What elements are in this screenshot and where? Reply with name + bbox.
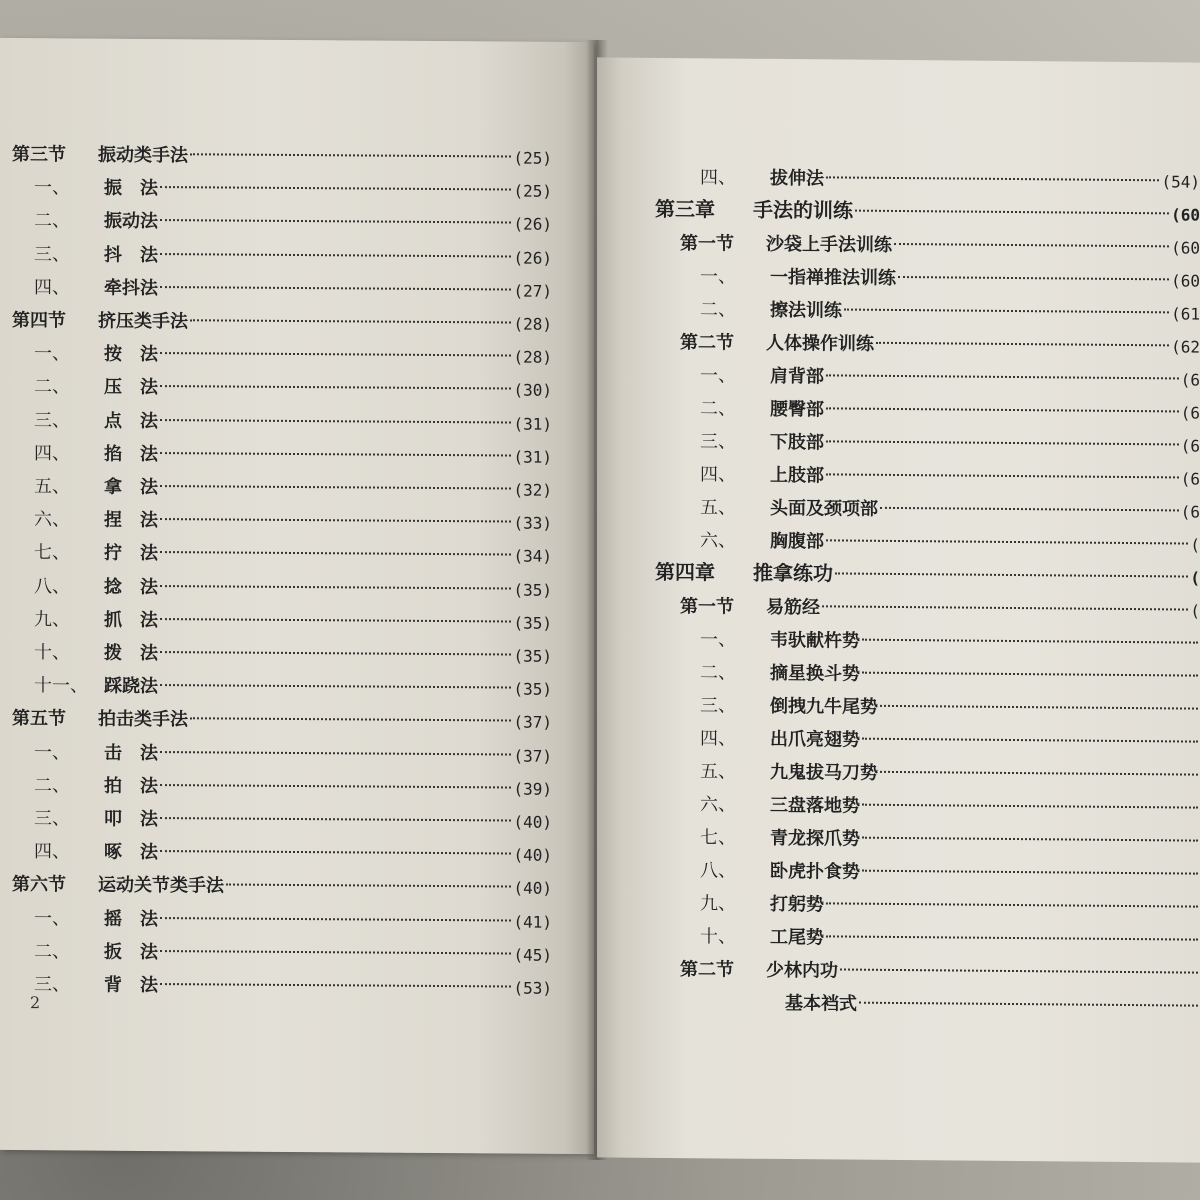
- toc-entry-number: 三、: [700, 695, 736, 717]
- toc-entry-number: 四、: [34, 276, 70, 299]
- dot-leader: [160, 201, 511, 223]
- dot-leader: [160, 633, 511, 655]
- toc-entry-number: 第二节: [680, 332, 734, 354]
- toc-entry-title: 挤压类手法: [98, 310, 188, 333]
- toc-entry-title: 击 法: [104, 742, 158, 764]
- toc-entry-number: 三、: [700, 431, 736, 453]
- toc-entry-title: 捏 法: [104, 509, 158, 532]
- toc-entry-page: (60: [1171, 238, 1200, 258]
- toc-entry-page: (28): [513, 347, 552, 367]
- dot-leader: [826, 389, 1179, 412]
- dot-leader: [826, 521, 1188, 544]
- toc-entry-title: 振动法: [104, 211, 158, 233]
- dot-leader: [826, 158, 1159, 181]
- dot-leader: [190, 700, 511, 722]
- toc-entry-page: (26): [513, 214, 552, 235]
- toc-entry-title: 少林内功: [766, 959, 838, 982]
- toc-entry-title: 打躬势: [770, 893, 824, 916]
- dot-leader: [226, 866, 511, 888]
- dot-leader: [876, 324, 1169, 347]
- toc-entry-number: 二、: [700, 662, 736, 684]
- dot-leader: [160, 168, 511, 190]
- toc-entry-title: 下肢部: [770, 431, 824, 454]
- dot-leader: [160, 533, 511, 555]
- toc-entry-page: (40): [513, 812, 552, 832]
- toc-entry-page: (6: [1180, 469, 1200, 489]
- left-page: [0, 38, 594, 1154]
- toc-entry-number: 三、: [34, 243, 70, 266]
- toc-entry-title: 捻 法: [104, 576, 158, 598]
- toc-entry-page: (26): [513, 248, 552, 268]
- toc-entry-page: (: [1190, 568, 1200, 588]
- toc-entry-number: 三、: [34, 974, 70, 996]
- toc-entry-page: (6: [1180, 502, 1200, 522]
- toc-entry-number: 二、: [34, 210, 70, 232]
- toc-entry-title: 摇 法: [104, 908, 158, 930]
- toc-entry-title: 振动类手法: [98, 144, 188, 167]
- toc-entry-title: 九鬼拔马刀势: [770, 761, 878, 784]
- toc-entry-page: (34): [513, 546, 552, 567]
- dot-leader: [826, 884, 1198, 907]
- toc-entry-number: 一、: [700, 266, 736, 288]
- toc-entry-title: 出爪亮翅势: [770, 728, 860, 751]
- toc-entry-number: 七、: [34, 542, 70, 564]
- dot-leader: [160, 235, 511, 257]
- dot-leader: [862, 819, 1198, 842]
- page-number: 2: [30, 993, 41, 1013]
- toc-entry-title: 胸腹部: [770, 530, 824, 553]
- toc-entry-title: 掐 法: [104, 443, 158, 465]
- toc-entry-title: 压 法: [104, 377, 158, 399]
- toc-entry-title: 背 法: [104, 974, 158, 997]
- toc-entry-number: 第四节: [12, 310, 66, 332]
- dot-leader: [190, 135, 511, 157]
- dot-leader: [160, 268, 511, 290]
- toc-entry-title: 擦法训练: [770, 299, 842, 322]
- toc-entry-number: 第六节: [12, 874, 66, 896]
- right-page: [597, 57, 1200, 1162]
- dot-leader: [862, 720, 1198, 743]
- toc-entry-page: (54): [1161, 172, 1200, 192]
- toc-entry-title: 摘星换斗势: [770, 662, 860, 685]
- toc-entry-number: 五、: [700, 761, 736, 783]
- toc-entry-title: 拍击类手法: [98, 709, 188, 731]
- dot-leader: [826, 455, 1179, 478]
- toc-entry: [715, 988, 1200, 1022]
- dot-leader: [844, 291, 1169, 314]
- toc-entry-page: (6: [1180, 403, 1200, 423]
- toc-entry-title: 肩背部: [770, 365, 824, 388]
- dot-leader: [160, 567, 511, 589]
- toc-entry-title: 手法的训练: [753, 197, 853, 223]
- toc-entry-number: 二、: [34, 774, 70, 797]
- toc-entry-title: 易筋经: [766, 596, 820, 619]
- toc-entry-page: (60: [1171, 205, 1200, 225]
- dot-leader: [160, 932, 511, 954]
- toc-entry-title: 头面及颈项部: [770, 497, 878, 520]
- dot-leader: [160, 899, 511, 921]
- toc-entry-page: (25): [513, 181, 552, 201]
- toc-entry-number: 十、: [700, 926, 736, 948]
- toc-entry-page: (53): [513, 978, 552, 998]
- dot-leader: [840, 950, 1198, 973]
- toc-entry-number: 一、: [700, 629, 736, 651]
- dot-leader: [160, 467, 511, 489]
- dot-leader: [898, 258, 1169, 280]
- toc-entry-title: 人体操作训练: [766, 332, 874, 355]
- toc-entry-title: 抓 法: [104, 609, 158, 631]
- toc-entry-page: (31): [513, 414, 552, 434]
- dot-leader: [880, 687, 1198, 710]
- toc-entry-number: 二、: [34, 940, 70, 963]
- toc-entry-page: (35): [513, 580, 552, 600]
- toc-entry-page: (35): [513, 613, 552, 633]
- toc-entry-number: 三、: [34, 409, 70, 432]
- toc-entry-page: (31): [513, 447, 552, 467]
- dot-leader: [160, 666, 511, 688]
- toc-entry-number: 第二节: [680, 959, 734, 981]
- toc-entry-title: 一指禅推法训练: [770, 266, 896, 289]
- toc-entry-number: 一、: [34, 741, 70, 764]
- toc-entry-title: 推拿练功: [753, 560, 833, 586]
- toc-entry-page: (35): [513, 646, 552, 666]
- toc-entry-number: 第三章: [655, 196, 715, 222]
- toc-entry-title: 腰臀部: [770, 398, 824, 421]
- dot-leader: [862, 654, 1198, 677]
- toc-entry-number: 九、: [34, 608, 70, 631]
- toc-entry-number: 五、: [34, 476, 70, 498]
- toc-entry-title: 叩 法: [104, 808, 158, 831]
- dot-leader: [190, 301, 511, 323]
- dot-leader: [160, 334, 511, 356]
- dot-leader: [862, 621, 1198, 644]
- toc-entry-title: 三盘落地势: [770, 794, 860, 817]
- dot-leader: [826, 917, 1198, 940]
- toc-entry-page: (37): [513, 712, 552, 733]
- toc-entry-title: 拨 法: [104, 642, 158, 665]
- toc-entry-page: (45): [513, 945, 552, 965]
- toc-entry-title: 点 法: [104, 410, 158, 432]
- toc-entry-page: (39): [513, 779, 552, 799]
- toc-entry-title: 卧虎扑食势: [770, 860, 860, 883]
- toc-entry-page: (: [1190, 535, 1200, 555]
- toc-entry-number: [715, 1008, 785, 1009]
- dot-leader: [160, 733, 511, 755]
- toc-entry-number: 第一节: [680, 233, 734, 255]
- toc-entry-number: 第四章: [655, 559, 715, 585]
- toc-entry-page: (41): [513, 912, 552, 932]
- toc-entry-number: 一、: [34, 343, 70, 365]
- toc-entry-title: 拿 法: [104, 476, 158, 499]
- toc-entry-title: 拍 法: [104, 775, 158, 797]
- toc-entry-title: 运动关节类手法: [98, 875, 224, 897]
- toc-entry-title: 上肢部: [770, 464, 824, 487]
- toc-entry-title: 沙袋上手法训练: [766, 233, 892, 256]
- toc-entry-number: 十一、: [34, 675, 88, 697]
- dot-leader: [160, 600, 511, 622]
- dot-leader: [160, 500, 511, 522]
- toc-entry-page: (30): [513, 380, 552, 401]
- toc-entry-page: (33): [513, 513, 552, 533]
- toc-entry-number: 二、: [34, 376, 70, 398]
- toc-entry-number: 第一节: [680, 596, 734, 618]
- dot-leader: [855, 192, 1169, 215]
- toc-entry-title: 工尾势: [770, 926, 824, 949]
- toc-entry-page: (28): [513, 314, 552, 334]
- toc-entry-number: 八、: [700, 860, 736, 882]
- toc-entry-title: 踩跷法: [104, 675, 158, 698]
- dot-leader: [160, 766, 511, 788]
- toc-entry-number: 四、: [34, 841, 70, 863]
- toc-entry-title: 抖 法: [104, 244, 158, 266]
- toc-entry-page: (6: [1180, 436, 1200, 456]
- toc-entry-title: 青龙探爪势: [770, 827, 860, 850]
- toc-entry-page: (: [1190, 601, 1200, 621]
- toc-entry-page: (35): [513, 679, 552, 699]
- toc-entry-number: 三、: [34, 808, 70, 830]
- toc-entry-page: (61: [1171, 304, 1200, 324]
- toc-entry: [34, 970, 552, 1004]
- toc-entry-page: (62: [1171, 337, 1200, 357]
- toc-entry-title: 基本裆式: [785, 993, 857, 1015]
- dot-leader: [160, 367, 511, 389]
- toc-entry-title: 按 法: [104, 343, 158, 366]
- dot-leader: [160, 434, 511, 456]
- toc-entry-number: 第三节: [12, 144, 66, 166]
- toc-entry-number: 第五节: [12, 708, 66, 730]
- toc-entry-number: 六、: [34, 509, 70, 531]
- dot-leader: [160, 832, 511, 854]
- toc-entry-number: 九、: [700, 893, 736, 915]
- toc-entry-number: 四、: [700, 167, 736, 189]
- toc-entry-number: 二、: [700, 299, 736, 321]
- toc-entry-number: 八、: [34, 575, 70, 598]
- dot-leader: [859, 984, 1198, 1007]
- dot-leader: [894, 225, 1169, 247]
- toc-entry-page: (40): [513, 845, 552, 865]
- toc-entry-page: (6: [1180, 370, 1200, 390]
- dot-leader: [880, 489, 1179, 512]
- toc-entry-title: 振 法: [104, 177, 158, 200]
- toc-entry-number: 四、: [700, 464, 736, 486]
- toc-entry-number: 四、: [34, 442, 70, 465]
- toc-entry-title: 拔伸法: [770, 167, 824, 190]
- toc-entry-number: 六、: [700, 794, 736, 816]
- toc-entry-page: (32): [513, 480, 552, 500]
- toc-entry-number: 十、: [34, 642, 70, 664]
- toc-entry-number: 一、: [34, 907, 70, 930]
- dot-leader: [826, 422, 1179, 445]
- toc-entry-number: 七、: [700, 827, 736, 849]
- dot-leader: [160, 401, 511, 423]
- toc-entry-number: 一、: [34, 177, 70, 199]
- dot-leader: [835, 554, 1188, 577]
- dot-leader: [880, 753, 1198, 776]
- toc-entry-page: (60: [1171, 271, 1200, 291]
- toc-entry-title: 啄 法: [104, 841, 158, 864]
- toc-entry-title: 拧 法: [104, 543, 158, 565]
- toc-entry-title: 韦驮献杵势: [770, 629, 860, 652]
- toc-entry-number: 二、: [700, 398, 736, 420]
- toc-entry-page: (25): [513, 148, 552, 168]
- dot-leader: [160, 799, 511, 821]
- dot-leader: [822, 587, 1188, 610]
- toc-entry-title: 扳 法: [104, 941, 158, 963]
- toc-entry-number: 一、: [700, 365, 736, 387]
- toc-entry-page: (37): [513, 746, 552, 766]
- dot-leader: [862, 852, 1198, 875]
- toc-entry-number: 五、: [700, 497, 736, 519]
- toc-entry-page: (40): [513, 878, 552, 899]
- toc-entry-title: 牵抖法: [104, 277, 158, 299]
- dot-leader: [160, 965, 511, 987]
- toc-entry-number: 六、: [700, 530, 736, 552]
- toc-entry-number: 四、: [700, 728, 736, 750]
- dot-leader: [826, 356, 1179, 379]
- toc-entry-title: 倒拽九牛尾势: [770, 695, 878, 718]
- dot-leader: [862, 786, 1198, 809]
- toc-entry-page: (27): [513, 281, 552, 301]
